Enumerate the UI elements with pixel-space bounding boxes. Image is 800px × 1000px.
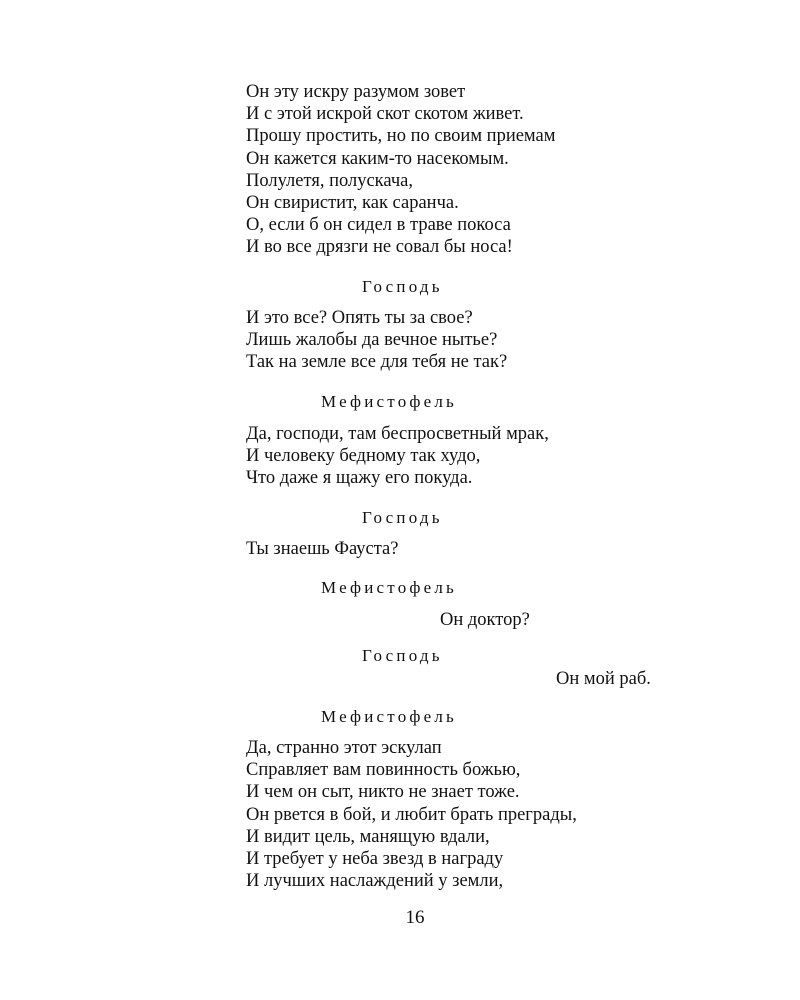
verse-line: Да, господи, там беспросветный мрак,: [246, 424, 549, 444]
speaker-name: Мефистофель: [321, 392, 458, 411]
verse-line: Он свиристит, как саранча.: [246, 193, 459, 214]
verse-line: Что даже я щажу его покуда.: [246, 468, 473, 489]
verse-line: Он кажется каким-то насекомым.: [246, 148, 509, 169]
verse-line: И видит цель, манящую вдали,: [246, 826, 490, 847]
verse-line: Справляет вам повинность божью,: [246, 760, 521, 781]
verse-block-3: [246, 423, 549, 490]
speaker-name: Господь: [362, 646, 443, 665]
verse-block-4: [246, 737, 577, 892]
verse-line: Прошу простить, но по своим приемам: [246, 126, 556, 147]
verse-line: И человеку бедному так худо,: [246, 446, 481, 467]
verse-line: И лучших наслаждений у земли,: [246, 871, 504, 892]
verse-line: Да, странно этот эскулап: [246, 738, 442, 758]
verse-line: И во все дрязги не совал бы носа!: [246, 237, 513, 258]
verse-line: И с этой искрой скот скотом живет.: [246, 104, 524, 125]
speaker-name: Господь: [362, 508, 443, 527]
speaker-name: Мефистофель: [321, 707, 458, 726]
verse-line: И это все? Опять ты за свое?: [246, 308, 473, 328]
verse-line: О, если б он сидел в траве покоса: [246, 215, 511, 236]
verse-line: И чем он сыт, никто не знает тоже.: [246, 782, 520, 803]
verse-line: Он эту искру разумом зовет: [246, 82, 466, 102]
verse-line: И требует у неба звезд в награду: [246, 849, 504, 870]
verse-line: Лишь жалобы да вечное нытье?: [246, 330, 498, 351]
verse-block-1: [246, 81, 555, 259]
verse-block-2: [246, 307, 507, 374]
speaker-name: Господь: [362, 277, 443, 296]
verse-line: Он мой раб.: [556, 669, 651, 689]
verse-line: Ты знаешь Фауста?: [246, 539, 399, 559]
verse-line: Полулетя, полускача,: [246, 170, 413, 191]
page-number: 16: [405, 907, 425, 928]
verse-line: Так на земле все для тебя не так?: [246, 352, 508, 373]
verse-line: Он доктор?: [440, 610, 530, 630]
speaker-name: Мефистофель: [321, 578, 458, 597]
verse-line: Он рвется в бой, и любит брать преграды,: [246, 804, 577, 825]
